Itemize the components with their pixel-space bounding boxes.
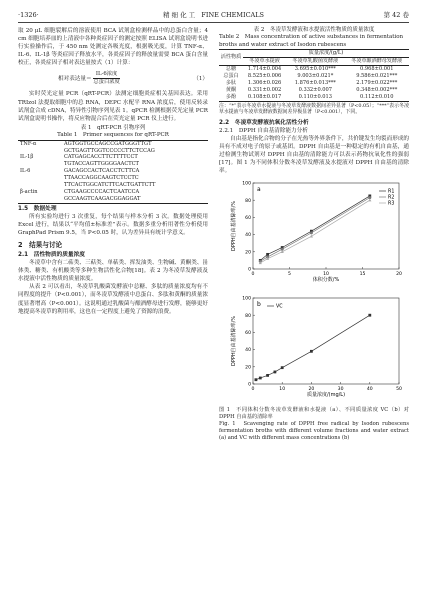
- table1-row: [18, 154, 208, 161]
- journal-title: 精 细 化 工 FINE CHEMICALS: [162, 11, 265, 19]
- y-axis-label: DPPH自由基清除率/%: [231, 201, 237, 252]
- series-line-R3: [260, 200, 370, 263]
- series-line-R2: [260, 198, 370, 262]
- table1-gene-cell: [18, 161, 62, 168]
- paragraph-compounds: 冬凌草中含有二萜类、三萜类、单萜类、挥发油类、生物碱、黄酮类、甾体类、糖类、有机酸类等多种生物活性化合物[18]。表 2 为冬凌草发酵液及水提液中活性物质的质量浓度。: [18, 260, 209, 283]
- y-tick-label: 80: [245, 199, 251, 205]
- table2-row: [219, 94, 409, 101]
- table2-head-2: 冬凌草乳酸菌发酵液: [292, 58, 339, 65]
- table1-primers: [18, 140, 208, 204]
- table2-value-cell: 9.586±0.021***: [356, 72, 398, 79]
- table2-row: [219, 66, 409, 73]
- table2-title-en: Table 2 Mass concentration of active substances in fermentation broths and water extract of Isodon rubescens: [219, 34, 404, 48]
- equation-number: （1）: [193, 75, 208, 82]
- equation-1: [18, 71, 208, 86]
- table1-gene-cell: [18, 175, 62, 182]
- table1-sequence-cell: TTCACTGGCATCTTCACTGATTCTT: [64, 182, 156, 189]
- data-point: [259, 377, 262, 380]
- y-tick-label: 40: [245, 233, 251, 239]
- table2-value-cell: 0.348±0.002***: [356, 86, 398, 93]
- section-1-5-heading: 1.5 数据处理: [18, 205, 57, 212]
- equation-numerator: IL-6浓度: [93, 71, 120, 79]
- figure-1-caption-cn: 图 1 不同体积分数冬凌草发酵液和水提液（a）、不同质量浓度 VC（b）对 DPPH 自由基的清除率: [219, 407, 409, 421]
- x-tick-label: 0: [251, 272, 255, 278]
- table1-gene-cell: [18, 182, 62, 189]
- y-tick-label: 100: [242, 296, 251, 302]
- x-axis-label: 体积分数/%: [312, 277, 340, 284]
- x-tick-label: 40: [366, 387, 373, 393]
- y-tick-label: 60: [245, 216, 251, 222]
- table2-substance-cell: 多肽: [225, 79, 237, 86]
- table2-value-cell: 1.876±0.013***: [294, 79, 336, 86]
- table2-substance-cell: 黄酮: [225, 86, 237, 93]
- y-tick-label: 40: [245, 348, 251, 354]
- table2-value-cell: 0.108±0.017: [247, 93, 282, 100]
- left-column: [18, 27, 208, 316]
- table2-value-cell: 9.003±0.021*: [297, 72, 334, 79]
- table1-row: [18, 196, 208, 203]
- table2-value-cell: 1.306±0.026: [247, 79, 282, 86]
- header-rule: [18, 22, 409, 23]
- table2-value-cell: 8.525±0.006: [247, 72, 282, 79]
- table1-row: [18, 175, 208, 182]
- table2-substance-cell: 多酚: [225, 93, 237, 100]
- figure-1-caption-en: Fig. 1 Scavenging rate of DPPH free radical by Isodon rubescens fermentation broths with different volume fractions and water extract (a) and VC with different mass concentrations (b): [219, 421, 409, 442]
- table1-sequence-cell: CTGAAGCCCCACTCAATCCA: [64, 189, 140, 195]
- paragraph-dpph: 自由基是指化合物的分子在光热等外界条件下，共价键发生均裂而形成的具有不成对电子的原子或基团。DPPH 自由基是一种稳定的有机自由基，通过检测生物试剂对 DPPH 自由基的清除能力可以表示药物抗氧化性的强弱[17]。图 1 为不同体积分数冬凌草发酵液及水提液对 DPPH 自由基的清除率。: [219, 135, 410, 175]
- y-tick-label: 0: [248, 267, 251, 273]
- section-2-1-heading: 2.1 活性物质的质量浓度: [18, 252, 85, 259]
- table2-value-cell: 2.179±0.022***: [356, 79, 398, 86]
- legend-label: R2: [388, 195, 395, 201]
- table2-value-cell: 0.112±0.010: [360, 93, 394, 100]
- panel-label: b: [257, 301, 261, 309]
- volume-label: 第 42 卷: [383, 11, 409, 19]
- chart-a: [219, 177, 409, 289]
- section-2-2-heading: 2.2 冬凌草发酵液抗氧化活性分析: [219, 119, 309, 126]
- table2-value-cell: 1.714±0.004: [247, 66, 282, 73]
- data-point: [368, 314, 371, 317]
- series-line-R1: [260, 196, 370, 261]
- table2-value-cell: 0.110±0.013: [298, 93, 333, 100]
- x-tick-label: 10: [323, 272, 329, 278]
- table2-value-cell: 0.968±0.001: [360, 66, 394, 73]
- legend-label: R1: [388, 189, 395, 195]
- table2-row: [219, 73, 409, 80]
- table2-head-0: 活性物质: [220, 54, 242, 61]
- data-point: [310, 232, 313, 235]
- table1-sequence-cell: GCCAAGTCAAGACGGAGGAT: [64, 195, 141, 202]
- table1-caption: [18, 125, 208, 140]
- table1-title-en: Table 1 Primer sequences for qRT-PCR: [57, 132, 169, 139]
- data-point: [255, 379, 258, 382]
- table1-sequence-cell: AGTGGTGCCAGCCGATGGGTTGT: [64, 140, 152, 147]
- table1-row: [18, 189, 208, 196]
- table2-caption: [219, 27, 409, 49]
- section-2-heading: 2 结果与讨论: [18, 241, 63, 250]
- data-point: [266, 374, 269, 377]
- table1-row: [18, 140, 208, 147]
- x-tick-label: 5: [288, 272, 291, 278]
- y-tick-label: 100: [242, 181, 251, 187]
- panel-label: a: [257, 186, 261, 194]
- table1-row: [18, 161, 208, 168]
- table1-row: [18, 148, 208, 155]
- section-2-2-1-heading: 2.2.1 DPPH 自由基清除能力分析: [219, 127, 308, 134]
- right-column: [219, 27, 409, 442]
- table2-row: [219, 80, 409, 87]
- table1-sequence-cell: CATGAGCACCTTCTTTTCCT: [64, 154, 138, 161]
- chart-b: [219, 292, 409, 404]
- table1-sequence-cell: GACAGCCACTCACCTCTTCA: [64, 168, 140, 175]
- data-point: [274, 371, 277, 374]
- table2-head-3: 冬凌草酿酒酵母发酵液: [351, 58, 403, 65]
- legend-label: R3: [388, 201, 395, 207]
- plot-frame: [253, 183, 399, 269]
- y-tick-label: 0: [248, 382, 251, 388]
- table1-gene-cell: TNF-α: [20, 140, 37, 147]
- table2-value-cell: 0.331±0.002: [247, 86, 282, 93]
- y-tick-label: 20: [245, 250, 251, 256]
- table2-active-substances: [219, 49, 409, 101]
- table2-row: [219, 87, 409, 94]
- x-tick-label: 50: [396, 387, 402, 393]
- equation-denominator: 总蛋白浓度: [93, 79, 120, 86]
- table1-sequence-cell: TTAACCAGGCAAGTCTCCTC: [64, 175, 139, 182]
- x-tick-label: 15: [359, 272, 366, 278]
- paragraph-data-processing: 所有实验均进行 3 次重复，每个结果与样本分析 3 次。数据处理使用 Excel 进行，结果以“平均值±标准差”表示。数据多重分析用著性分析使用 GraphPad Prism 9.5，当 P<0.05 时，认为差异具有统计学意义。: [18, 213, 208, 236]
- table2-unit: 质量浓度/(g/L): [243, 50, 409, 58]
- table2-substance-cell: 总蛋白: [223, 72, 239, 79]
- table2-title-cn: 表 2 冬凌草发酵液和水提液活性物质的质量浓度: [253, 27, 375, 33]
- paragraph-table2-discussion: 从表 2 可以看出，冬凌草乳酸菌发酵液中总糖、多肽的质量浓度均有不同程度的提升（P<0.001），而冬凌草发酵液中总蛋白、多肽和黄酮的质量浓度显著增高（P<0.001）。这说明通过乳酸菌与酿酒酵母进行发酵，能够更好地提高冬凌草的利用率，这也在一定程度上避免了资源的浪费。: [18, 284, 208, 315]
- x-tick-label: 0: [251, 387, 255, 393]
- y-tick-label: 20: [245, 365, 251, 371]
- table1-gene-cell: [18, 148, 62, 155]
- equation-lhs: 相对表达量＝: [58, 76, 92, 83]
- table2-note: 注：“*”表示冬凌草水提液与冬凌草发酵液数据间差异显著（P<0.05）；“***”表示冬凌草水提液与冬凌草发酵液数据间差异极显著（P<0.001），下同。: [219, 102, 409, 116]
- page-number: ·1326·: [18, 11, 39, 19]
- table2-value-cell: 3.695±0.010***: [294, 66, 336, 73]
- data-point: [310, 350, 313, 353]
- figure-1: [219, 177, 409, 407]
- x-tick-label: 10: [279, 387, 286, 393]
- table2-substance-cell: 总糖: [225, 66, 237, 73]
- table1-gene-cell: IL-6: [20, 168, 31, 175]
- table1-sequence-cell: TGTACCAGTTGGGGAACTCT: [64, 161, 139, 168]
- series-line-VC: [256, 316, 370, 381]
- running-header: [18, 9, 409, 21]
- y-tick-label: 80: [245, 314, 251, 320]
- table2-head-1: 冬凌草水提液: [249, 58, 280, 65]
- x-axis-label: 质量浓度/(mg/L): [306, 392, 346, 399]
- table1-row: [18, 182, 208, 189]
- table1-title-cn: 表 1 qRT-PCR 引物序列: [80, 124, 146, 131]
- data-point: [281, 367, 284, 370]
- y-axis-label: DPPH自由基清除率/%: [231, 316, 237, 367]
- data-point: [266, 253, 269, 256]
- table1-gene-cell: [18, 196, 62, 203]
- table1-gene-cell: IL-1β: [20, 154, 34, 161]
- table1-row: [18, 168, 208, 175]
- x-tick-label: 20: [308, 387, 315, 393]
- data-point: [310, 235, 313, 238]
- y-tick-label: 60: [245, 331, 251, 337]
- paragraph-qrtpcr: 实时荧光定量 PCR（qRT-PCR）法测定细胞炎症相关基因表达。采用 TRIzol 法提取细胞中的总 RNA，DEPC 水配平 RNA 浓度后，使用反转录试剂盒合成 cDNA，特异性引物序列见表 1。qPCR 检测根据荧光定量 PCR 试剂盒说明书操作，将反应物混合后在荧光定量 PCR 仪上进行。: [18, 91, 208, 122]
- table1-gene-cell: β-actin: [20, 189, 38, 195]
- paragraph-bca: 取 20 μL 细胞裂解后的溶液使用 BCA 试剂盒检测样品中的总蛋白含量；4 cm 细胞培养皿的上清液中各种炎症因子的测定按照 ELISA 试剂盒说明书进行实验操作后，于 450 nm 处测定各吸光度，根据吸光度，计算 TNF-α、IL-6、IL-1β 等炎症因子释放水平，各炎症因子的释放量需要 BCA 蛋白含量校正，各炎症因子相对表达量按式（1）计算：: [18, 28, 208, 67]
- table1-sequence-cell: GCTGAGTTGGTCCCCCTTCTCCAG: [64, 147, 155, 154]
- equation-fraction: [93, 71, 120, 86]
- x-tick-label: 30: [337, 387, 344, 393]
- data-point: [368, 199, 371, 202]
- x-tick-label: 20: [396, 272, 402, 278]
- table2-value-cell: 0.332±0.007: [298, 86, 333, 93]
- legend-label: VC: [276, 305, 283, 311]
